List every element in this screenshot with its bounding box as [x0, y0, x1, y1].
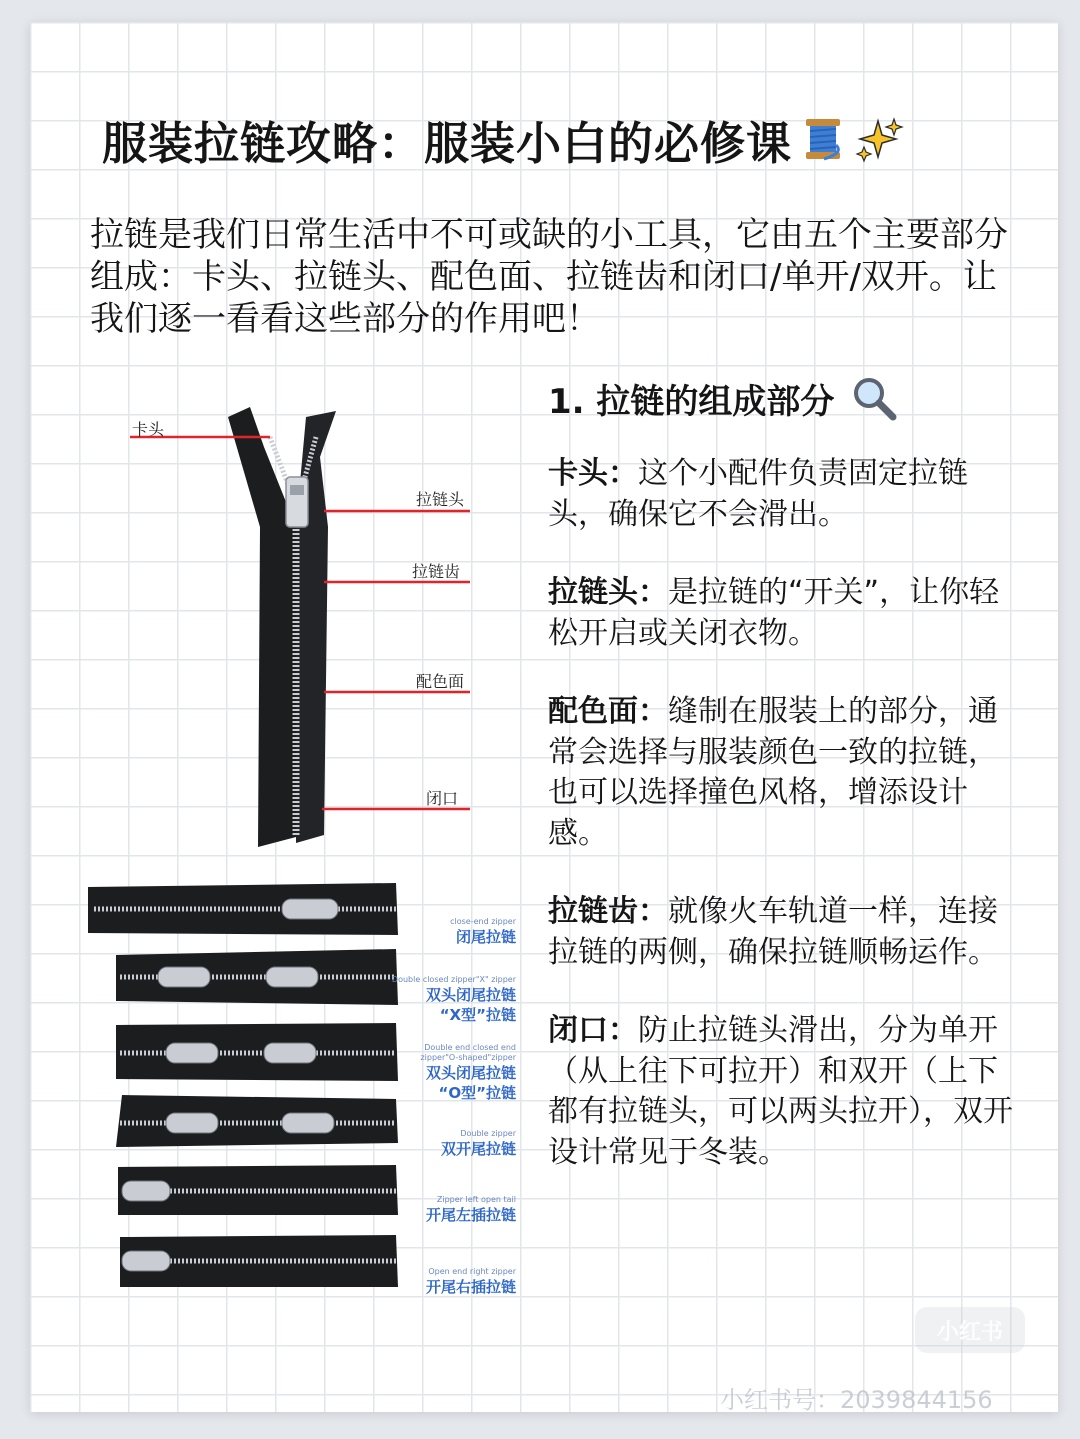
zipper-variants: [86, 877, 516, 1297]
item-tape: 配色面：缝制在服装上的部分，通常会选择与服装颜色一致的拉链，也可以选择撞色风格，增添设计感。: [548, 694, 998, 851]
variant-label-4: Double zipper 双开尾拉链: [440, 1129, 516, 1158]
label-slider: 拉链头: [416, 490, 465, 509]
variant-zipper-6: [120, 1235, 398, 1287]
label-teeth: 拉链齿: [412, 562, 461, 581]
zipper-illustration: [92, 377, 492, 847]
variant-zipper-1: [88, 883, 398, 935]
variant-zipper-2: [116, 949, 398, 1005]
label-stop: 卡头: [132, 420, 165, 439]
variant-zipper-3: [116, 1023, 398, 1081]
zipper-variants-illustration: [86, 877, 406, 1297]
variant-zipper-4: [116, 1095, 398, 1147]
label-end-stop: 闭口: [426, 789, 459, 808]
variant-zipper-5: [118, 1165, 398, 1215]
title-text: 服装拉链攻略：服装小白的必修课: [102, 116, 793, 170]
section-title: 1. 拉链的组成部分: [548, 372, 1018, 424]
variant-label-5: Zipper left open tail 开尾左插拉链: [425, 1195, 516, 1224]
label-tape: 配色面: [416, 672, 465, 691]
post-card: [30, 22, 1058, 1412]
zipper-anatomy-diagram: [92, 377, 492, 847]
sparkles-icon: [854, 115, 904, 163]
intro-paragraph: 拉链是我们日常生活中不可或缺的小工具，它由五个主要部分组成：卡头、拉链头、配色面、拉链齿和闭口/单开/双开。让我们逐一看看这些部分的作用吧！: [90, 215, 1008, 339]
magnifying-glass-icon: [850, 374, 898, 422]
item-end-stop: 闭口：防止拉链头滑出，分为单开（从上往下可拉开）和双开（上下都有拉链头，可以两头拉开），双开设计常见于冬装。: [548, 1013, 1013, 1170]
spool-of-thread-icon: [798, 115, 848, 163]
app-logo-watermark: 小红书: [915, 1307, 1025, 1353]
variant-label-6: Open end right zipper 开尾右插拉链: [425, 1267, 516, 1296]
item-teeth: 拉链齿：就像火车轨道一样，连接拉链的两侧，确保拉链顺畅运作。: [548, 894, 998, 970]
page-title: [102, 104, 1032, 174]
variant-label-3: Double end closed end zipper"O-shaped"zipper 双头闭尾拉链 “O型”拉链: [420, 1043, 516, 1102]
variant-label-1: close-end zipper 闭尾拉链: [450, 917, 516, 946]
account-id-watermark: 小红书号：2039844156: [720, 1386, 993, 1412]
components-section: [548, 372, 1018, 1173]
variant-label-2: Double closed zipper"X" zipper 双头闭尾拉链 “X型”拉链: [391, 975, 516, 1024]
item-slider: 拉链头：是拉链的“开关”，让你轻松开启或关闭衣物。: [548, 575, 1000, 651]
item-stop: 卡头：这个小配件负责固定拉链头，确保它不会滑出。: [548, 456, 968, 532]
